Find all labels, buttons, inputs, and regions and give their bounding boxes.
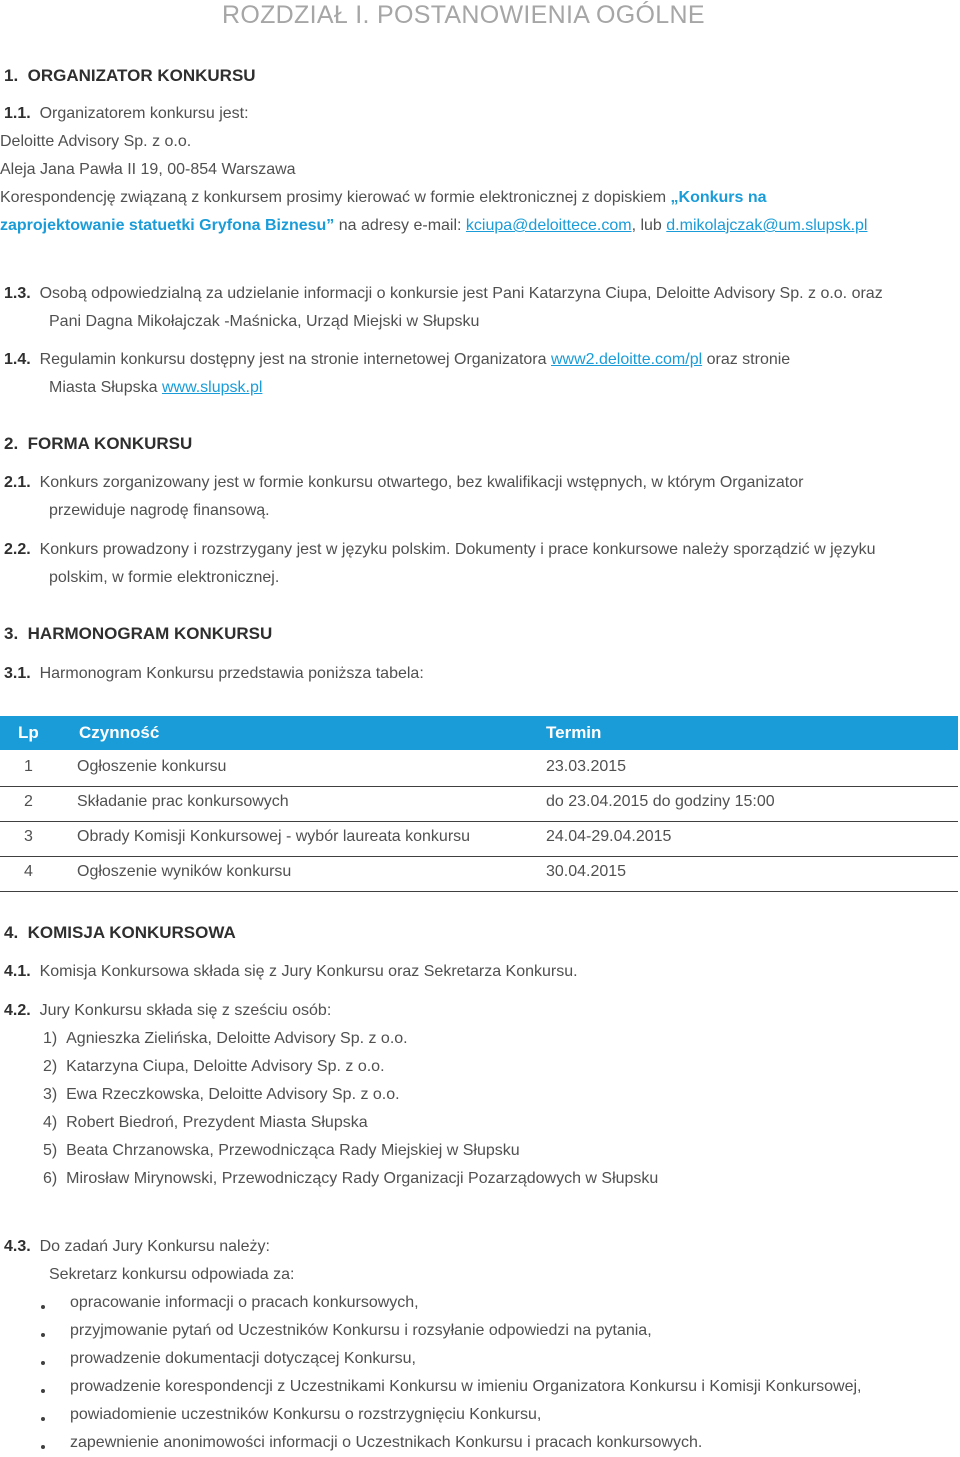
paragraph-text: Osobą odpowiedzialną za udzielanie informacji o konkursie jest Pani Katarzyna Ciupa, Deloitte Advisory Sp. z o.o. oraz: [39, 285, 883, 302]
column-header-lp: Lp: [18, 723, 39, 742]
section-number: 3.: [4, 624, 19, 643]
section-4-heading: [4, 922, 236, 944]
paragraph-number: 4.3.: [4, 1238, 31, 1255]
paragraph-text: Jury Konkursu składa się z sześciu osób:: [39, 1002, 332, 1019]
bullet-icon: [41, 1305, 45, 1309]
list-number: 5): [43, 1142, 58, 1159]
jury-member: Agnieszka Zielińska, Deloitte Advisory Sp. z o.o.: [66, 1030, 408, 1047]
paragraph-number: 1.3.: [4, 285, 31, 302]
paragraph-number: 2.1.: [4, 474, 31, 491]
cell-date: 23.03.2015: [546, 758, 627, 775]
bullet-icon: [41, 1417, 45, 1421]
list-number: 3): [43, 1086, 58, 1103]
cell-activity: Ogłoszenie wyników konkursu: [77, 863, 292, 880]
slupsk-website-link[interactable]: www.slupsk.pl: [161, 379, 263, 396]
column-header-activity: Czynność: [79, 723, 160, 742]
list-item: [43, 1140, 520, 1162]
list-item: [43, 1112, 368, 1134]
section-title: FORMA KONKURSU: [27, 434, 193, 453]
paragraph-number: 1.4.: [4, 351, 31, 368]
paragraph-text: Konkurs prowadzony i rozstrzygany jest w języku polskim. Dokumenty i prace konkursowe należy sporządzić w języku: [39, 541, 876, 558]
paragraph-2-2: [4, 539, 875, 561]
list-number: 4): [43, 1114, 58, 1131]
cell-lp: 4: [24, 863, 33, 880]
section-number: 4.: [4, 923, 19, 942]
jury-member: Robert Biedroń, Prezydent Miasta Słupska: [66, 1114, 368, 1131]
paragraph-number: 4.2.: [4, 1002, 31, 1019]
correspondence-line-1: [0, 187, 767, 209]
jury-member: Mirosław Mirynowski, Przewodniczący Rady Organizacji Pozarządowych w Słupsku: [66, 1170, 659, 1187]
correspondence-or: , lub: [631, 217, 662, 234]
paragraph-number: 2.2.: [4, 541, 31, 558]
list-item: [43, 1028, 408, 1050]
paragraph-4-3: [4, 1236, 270, 1258]
paragraph-3-1: [4, 663, 424, 685]
jury-member: Katarzyna Ciupa, Deloitte Advisory Sp. z o.o.: [66, 1058, 385, 1075]
list-item: [43, 1056, 385, 1078]
list-item: [43, 1168, 658, 1190]
correspondence-quote-cont: zaprojektowanie statuetki Gryfona Biznesu”: [0, 217, 335, 234]
paragraph-4-2: [4, 1000, 331, 1022]
paragraph-4-1: [4, 961, 578, 983]
list-item: prowadzenie korespondencji z Uczestnikami Konkursu w imieniu Organizatora Konkursu i Komisji Konkursowej,: [70, 1378, 862, 1395]
cell-lp: 2: [24, 793, 33, 810]
cell-lp: 1: [24, 758, 33, 775]
section-number: 1.: [4, 66, 19, 85]
bullet-icon: [41, 1445, 45, 1449]
correspondence-text: Korespondencję związaną z konkursem prosimy kierować w formie elektronicznej z dopiskiem: [0, 189, 667, 206]
email-link-mikolajczak[interactable]: d.mikolajczak@um.slupsk.pl: [666, 217, 868, 234]
paragraph-text: Konkurs zorganizowany jest w formie konkursu otwartego, bez kwalifikacji wstępnych, w którym Organizator: [39, 474, 804, 491]
deloitte-website-link[interactable]: www2.deloitte.com/pl: [550, 351, 703, 368]
list-item: opracowanie informacji o pracach konkursowych,: [70, 1294, 419, 1311]
correspondence-line-2: [0, 215, 867, 237]
table-row: [0, 857, 958, 892]
list-number: 1): [43, 1030, 58, 1047]
section-title: KOMISJA KONKURSOWA: [27, 923, 236, 942]
paragraph-text: Organizatorem konkursu jest:: [39, 105, 249, 122]
table-row: [0, 752, 958, 787]
paragraph-1-4: [4, 349, 790, 371]
paragraph-1-4-cont: [49, 377, 262, 399]
list-number: 6): [43, 1170, 58, 1187]
paragraph-number: 1.1.: [4, 105, 31, 122]
jury-member: Beata Chrzanowska, Przewodnicząca Rady Miejskiej w Słupsku: [66, 1142, 520, 1159]
cell-activity: Obrady Komisji Konkursowej - wybór laureata konkursu: [77, 828, 471, 845]
paragraph-1-3: [4, 283, 883, 305]
paragraph-text: Miasta Słupska: [49, 379, 158, 396]
cell-activity: Ogłoszenie konkursu: [77, 758, 227, 775]
paragraph-1-3-cont: Pani Dagna Mikołajczak -Maśnicka, Urząd Miejski w Słupsku: [49, 313, 480, 330]
cell-date: 24.04-29.04.2015: [546, 828, 672, 845]
organizer-address: Aleja Jana Pawła II 19, 00-854 Warszawa: [0, 161, 296, 178]
list-item: zapewnienie anonimowości informacji o Uczestnikach Konkursu i pracach konkursowych.: [70, 1434, 703, 1451]
section-title: HARMONOGRAM KONKURSU: [27, 624, 273, 643]
table-row: [0, 822, 958, 857]
cell-date: do 23.04.2015 do godziny 15:00: [546, 793, 775, 810]
section-title: ORGANIZATOR KONKURSU: [27, 66, 256, 85]
cell-lp: 3: [24, 828, 33, 845]
jury-member: Ewa Rzeczkowska, Deloitte Advisory Sp. z o.o.: [66, 1086, 400, 1103]
secretary-intro: Sekretarz konkursu odpowiada za:: [49, 1266, 295, 1283]
list-item: przyjmowanie pytań od Uczestników Konkursu i rozsyłanie odpowiedzi na pytania,: [70, 1322, 652, 1339]
paragraph-2-1-cont: przewiduje nagrodę finansową.: [49, 502, 270, 519]
paragraph-text: Regulamin konkursu dostępny jest na stronie internetowej Organizatora: [39, 351, 547, 368]
paragraph-text: Do zadań Jury Konkursu należy:: [39, 1238, 270, 1255]
table-row: [0, 787, 958, 822]
bullet-icon: [41, 1333, 45, 1337]
section-3-heading: [4, 623, 272, 645]
email-link-kciupa[interactable]: kciupa@deloittece.com: [465, 217, 632, 234]
paragraph-number: 4.1.: [4, 963, 31, 980]
correspondence-mid: na adresy e-mail:: [338, 217, 462, 234]
cell-activity: Składanie prac konkursowych: [77, 793, 289, 810]
paragraph-2-2-cont: polskim, w formie elektronicznej.: [49, 569, 280, 586]
paragraph-1-1: [4, 103, 249, 125]
list-number: 2): [43, 1058, 58, 1075]
paragraph-2-1: [4, 472, 803, 494]
chapter-title: ROZDZIAŁ I. POSTANOWIENIA OGÓLNE: [222, 1, 705, 29]
organizer-name: Deloitte Advisory Sp. z o.o.: [0, 133, 192, 150]
cell-date: 30.04.2015: [546, 863, 627, 880]
list-item: prowadzenie dokumentacji dotyczącej Konkursu,: [70, 1350, 416, 1367]
schedule-table-header: [0, 716, 958, 750]
bullet-icon: [41, 1389, 45, 1393]
paragraph-number: 3.1.: [4, 665, 31, 682]
paragraph-text: Komisja Konkursowa składa się z Jury Konkursu oraz Sekretarza Konkursu.: [39, 963, 578, 980]
list-item: powiadomienie uczestników Konkursu o rozstrzygnięciu Konkursu,: [70, 1406, 542, 1423]
section-number: 2.: [4, 434, 19, 453]
paragraph-text-end: oraz stronie: [706, 351, 791, 368]
section-1-heading: [4, 65, 256, 87]
section-2-heading: [4, 433, 192, 455]
correspondence-quote: „Konkurs na: [670, 189, 767, 206]
paragraph-text: Harmonogram Konkursu przedstawia poniższa tabela:: [39, 665, 424, 682]
column-header-date: Termin: [546, 723, 602, 742]
list-item: [43, 1084, 400, 1106]
bullet-icon: [41, 1361, 45, 1365]
